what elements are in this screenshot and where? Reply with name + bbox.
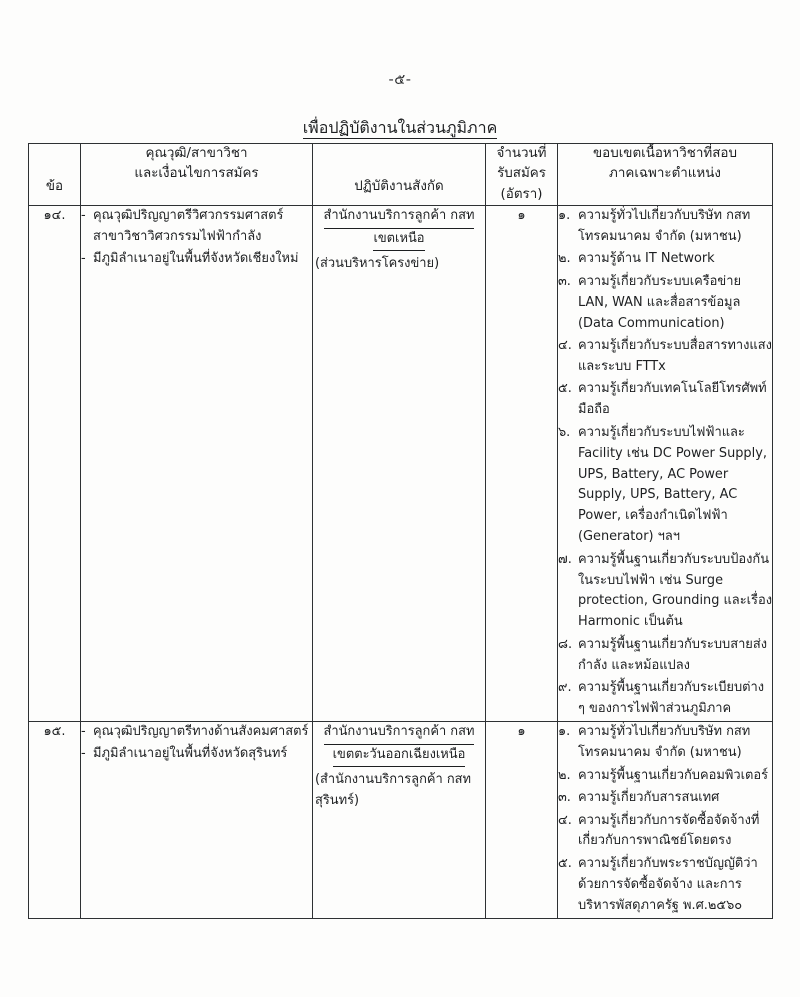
column-header-qualification [81, 144, 313, 206]
scope-item [558, 722, 772, 764]
scope-item-marker: ๒. [558, 767, 571, 783]
scope-item-text: ความรู้เกี่ยวกับระบบสื่อสารทางแสง และระบบ FTTx [578, 338, 772, 374]
row-scope-cell [558, 722, 773, 919]
column-header-unit: ปฏิบัติงานสังกัด [313, 144, 486, 206]
page-title [0, 116, 800, 141]
row-unit-cell [313, 722, 486, 919]
scope-item-text: ความรู้ทั่วไปเกี่ยวกับบริษัท กสท โทรคมนาคม จำกัด (มหาชน) [578, 208, 751, 245]
scope-item-text: ความรู้พื้นฐานเกี่ยวกับระเบียบต่าง ๆ ของการไฟฟ้าส่วนภูมิภาค [578, 680, 765, 716]
scope-item-marker: ๖. [558, 424, 571, 440]
scope-item-marker: ๕. [558, 381, 572, 397]
scope-item-text: ความรู้เกี่ยวกับเทคโนโลยีโทรศัพท์มือถือ [578, 381, 767, 418]
column-header-scope-line2: ภาคเฉพาะตำแหน่ง [609, 166, 721, 182]
scope-item [558, 550, 772, 634]
page-title-text: เพื่อปฏิบัติงานในส่วนภูมิภาค [302, 118, 498, 137]
scope-list [558, 722, 772, 916]
unit-title-line1: สำนักงานบริการลูกค้า กสท [324, 206, 475, 228]
scope-item-text: ความรู้เกี่ยวกับสารสนเทศ [578, 790, 720, 806]
column-header-amount-line3: (อัตรา) [500, 186, 543, 202]
column-header-scope-line1: ขอบเขตเนื้อหาวิชาที่สอบ [593, 146, 737, 161]
positions-table [28, 143, 773, 919]
scope-item-marker: ๙. [558, 680, 572, 696]
scope-item-marker: ๔. [558, 338, 572, 354]
scope-item-marker: ๓. [558, 790, 571, 806]
scope-item [558, 423, 772, 548]
scope-item-text: ความรู้เกี่ยวกับพระราชบัญญัติว่าด้วยการจัดซื้อจัดจ้าง และการบริหารพัสดุภาครัฐ พ.ศ.๒๕๖๐ [578, 855, 758, 913]
qualification-item: - มีภูมิลำเนาอยู่ในพื้นที่จังหวัดเชียงใหม่ [81, 249, 312, 270]
scope-item-text: ความรู้เกี่ยวกับการจัดซื้อจัดจ้างที่เกี่ยวกับการพาณิชย์โดยตรง [578, 812, 760, 849]
scope-item-marker: ๗. [558, 551, 572, 567]
row-qualification-cell [81, 206, 313, 722]
table-header-row [29, 144, 773, 206]
table-row [29, 722, 773, 919]
row-number: ๑๕. [29, 722, 81, 919]
scope-list [558, 206, 772, 720]
scope-item-text: ความรู้พื้นฐานเกี่ยวกับระบบป้องกันในระบบไฟฟ้า เช่น Surge protection, Grounding และเรื่อง Harmonic เป็นต้น [578, 551, 772, 630]
scope-item-marker: ๑. [558, 208, 571, 224]
scope-item-marker: ๘. [558, 636, 573, 652]
page-number: -๕- [388, 72, 412, 88]
scope-item-text: ความรู้เกี่ยวกับระบบไฟฟ้าและ Facility เช่น DC Power Supply, UPS, Battery, AC Power Supply, UPS, Battery, AC Power, เครื่องกำเนิดไฟฟ้า (Generator) ฯลฯ [578, 424, 767, 545]
qualification-list [81, 206, 312, 270]
row-qualification-cell [81, 722, 313, 919]
qualification-item: - คุณวุฒิปริญญาตรีวิศวกรรมศาสตร์ สาขาวิชาวิศวกรรมไฟฟ้ากำลัง [81, 206, 312, 248]
table-header [29, 144, 773, 206]
unit-subtitle: (สำนักงานบริการลูกค้า กสท สุรินทร์) [315, 772, 472, 809]
scope-item-marker: ๕. [558, 855, 572, 871]
row-amount: ๑ [486, 722, 558, 919]
scope-item [558, 788, 772, 809]
scope-item [558, 206, 772, 248]
scope-item [558, 766, 772, 787]
column-header-amount-line2: รับสมัคร [497, 166, 546, 182]
scope-item-text: ความรู้ทั่วไปเกี่ยวกับบริษัท กสท โทรคมนาคม จำกัด (มหาชน) [578, 724, 751, 761]
table-row [29, 206, 773, 722]
scope-item-marker: ๔. [558, 812, 572, 828]
row-amount: ๑ [486, 206, 558, 722]
scope-item [558, 336, 772, 378]
table-body [29, 206, 773, 919]
row-scope-cell [558, 206, 773, 722]
scope-item [558, 811, 772, 853]
scope-item [558, 249, 772, 270]
scope-item [558, 635, 772, 677]
scope-item-text: ความรู้ด้าน IT Network [578, 251, 715, 267]
scope-item-text: ความรู้เกี่ยวกับระบบเครือข่าย LAN, WAN และสื่อสารข้อมูล (Data Communication) [578, 273, 742, 331]
scope-item [558, 854, 772, 917]
unit-title-line2: เขตตะวันออกเฉียงเหนือ [333, 745, 466, 767]
row-number: ๑๔. [29, 206, 81, 722]
unit-title-line2: เขตเหนือ [373, 229, 424, 251]
qualification-item: - คุณวุฒิปริญญาตรีทางด้านสังคมศาสตร์ [81, 722, 312, 743]
qualification-list [81, 722, 312, 765]
column-header-no: ข้อ [29, 144, 81, 206]
scope-item-marker: ๓. [558, 273, 571, 289]
column-header-amount [486, 144, 558, 206]
qualification-item: - มีภูมิลำเนาอยู่ในพื้นที่จังหวัดสุรินทร์ [81, 744, 312, 765]
scope-item-marker: ๒. [558, 251, 571, 267]
scope-item [558, 379, 772, 421]
column-header-scope [558, 144, 773, 206]
scope-item [558, 272, 772, 335]
row-unit-cell [313, 206, 486, 722]
scope-item [558, 678, 772, 720]
scope-item-marker: ๑. [558, 724, 571, 740]
column-header-qualification-line1: คุณวุฒิ/สาขาวิชา [145, 146, 248, 161]
unit-title-line1: สำนักงานบริการลูกค้า กสท [324, 722, 475, 744]
scope-item-text: ความรู้พื้นฐานเกี่ยวกับคอมพิวเตอร์ [578, 767, 769, 783]
column-header-qualification-line2: และเงื่อนไขการสมัคร [134, 166, 259, 182]
scope-item-text: ความรู้พื้นฐานเกี่ยวกับระบบสายส่งกำลัง และหม้อแปลง [578, 636, 768, 673]
column-header-amount-line1: จำนวนที่ [496, 146, 547, 161]
unit-subtitle: (ส่วนบริหารโครงข่าย) [315, 255, 440, 271]
